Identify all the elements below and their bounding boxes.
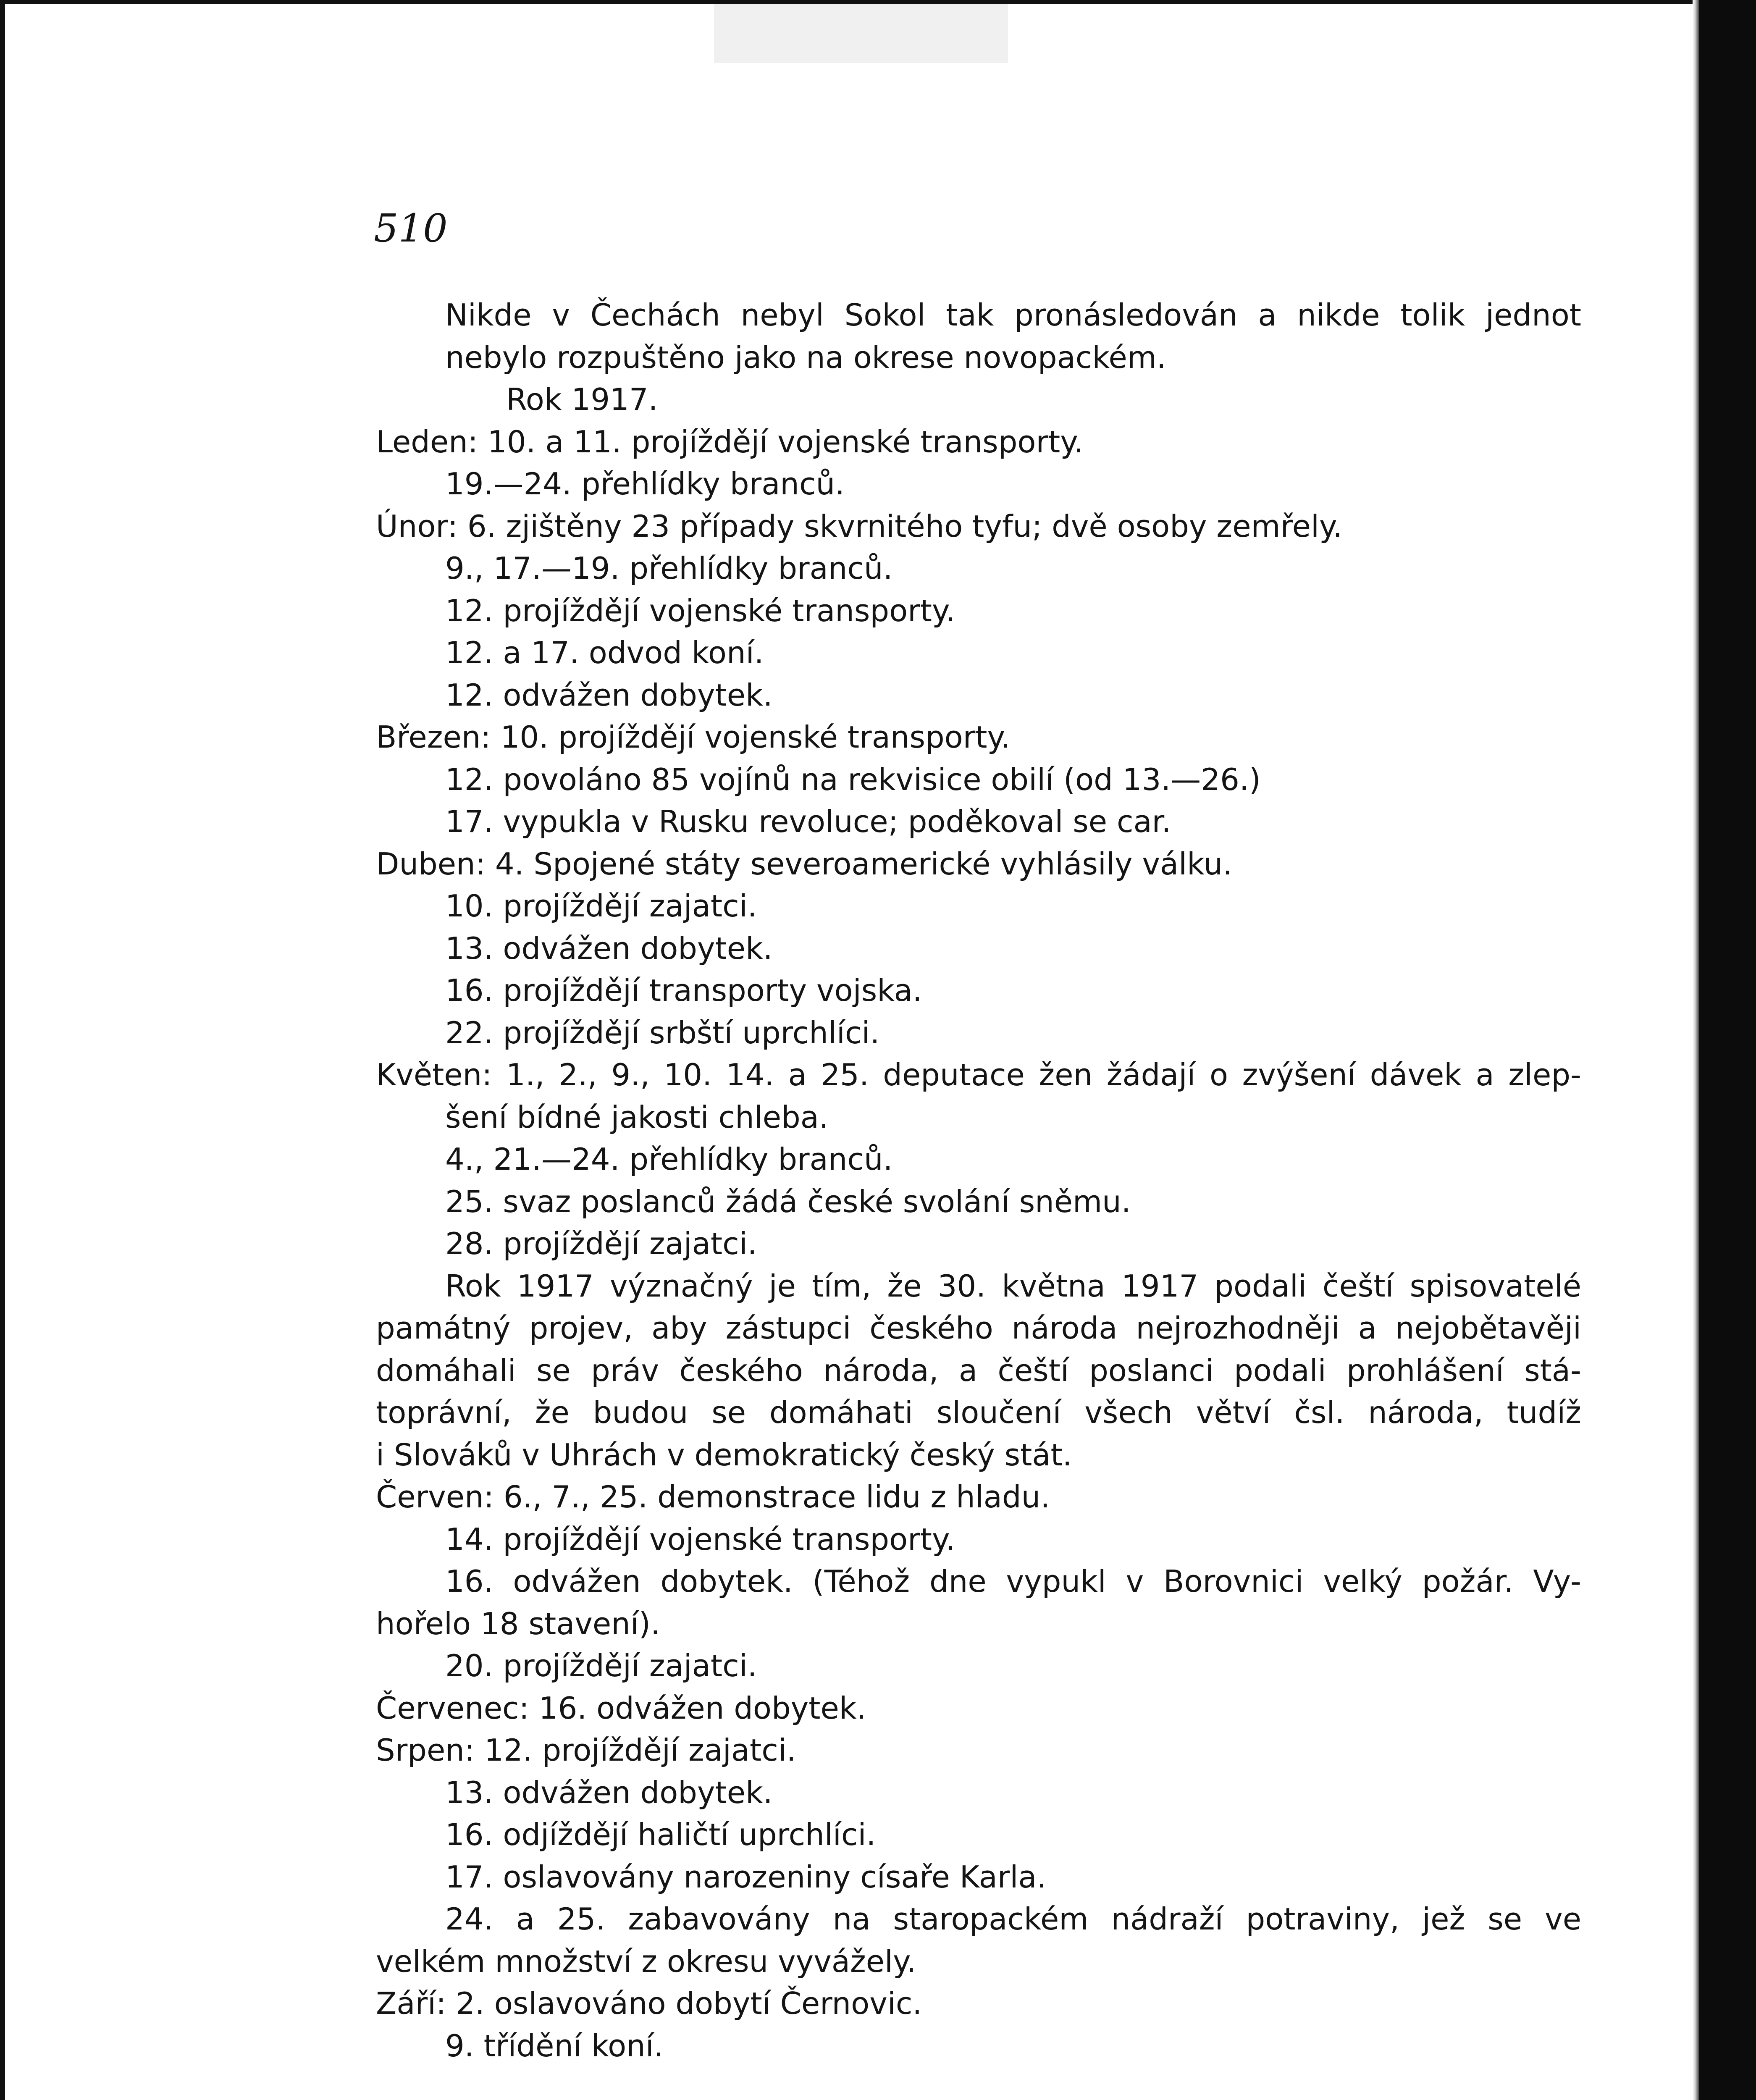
text-line: 10. projíždějí zajatci. bbox=[445, 888, 757, 924]
text-line: 22. projíždějí srbští uprchlíci. bbox=[445, 1015, 880, 1050]
text-line: památný projev, aby zástupci českého národa nejrozhodněji a nejobětavěji bbox=[376, 1310, 1581, 1346]
text-line: toprávní, že budou se domáhati sloučení všech větví čsl. národa, tudíž bbox=[376, 1395, 1581, 1430]
text-line: 25. svaz poslanců žádá české svolání sněmu. bbox=[445, 1184, 1131, 1219]
text-line: Duben: 4. Spojené státy severoamerické vyhlásily válku. bbox=[376, 846, 1233, 882]
text-line: Září: 2. oslavováno dobytí Černovic. bbox=[376, 1986, 922, 2021]
text-line: 12. a 17. odvod koní. bbox=[445, 635, 764, 670]
text-line: 13. odvážen dobytek. bbox=[445, 930, 773, 966]
scan-border-left bbox=[0, 0, 5, 2100]
text-line: Březen: 10. projíždějí vojenské transporty. bbox=[376, 719, 1011, 755]
text-line: 12. projíždějí vojenské transporty. bbox=[445, 593, 955, 628]
text-line: 19.—24. přehlídky branců. bbox=[445, 466, 845, 501]
text-line: domáhali se práv českého národa, a čeští poslanci podali prohlášení stá- bbox=[376, 1352, 1581, 1388]
text-line: 9., 17.—19. přehlídky branců. bbox=[445, 551, 893, 586]
text-line: 12. odvážen dobytek. bbox=[445, 677, 773, 713]
show-through-bleed bbox=[714, 0, 1008, 63]
text-line: 16. odvážen dobytek. (Téhož dne vypukl v Borovnici velký požár. Vy- bbox=[445, 1564, 1581, 1599]
text-line: 16. projíždějí transporty vojska. bbox=[445, 973, 922, 1008]
text-line: 14. projíždějí vojenské transporty. bbox=[445, 1521, 955, 1557]
text-line: 20. projíždějí zajatci. bbox=[445, 1648, 757, 1683]
text-line: 12. povoláno 85 vojínů na rekvisice obilí (od 13.—26.) bbox=[445, 761, 1261, 797]
text-line: 16. odjíždějí haličtí uprchlíci. bbox=[445, 1817, 876, 1852]
chronicle-text-body bbox=[376, 294, 1581, 2067]
text-line: hořelo 18 stavení). bbox=[376, 1606, 660, 1641]
text-line: velkém množství z okresu vyvážely. bbox=[376, 1943, 916, 1979]
text-line: Srpen: 12. projíždějí zajatci. bbox=[376, 1732, 796, 1768]
text-line: Nikde v Čechách nebyl Sokol tak pronásledován a nikde tolik jednot bbox=[445, 297, 1581, 333]
scan-border-right bbox=[1699, 0, 1756, 2100]
text-line: 28. projíždějí zajatci. bbox=[445, 1226, 757, 1261]
text-line: 13. odvážen dobytek. bbox=[445, 1774, 773, 1810]
text-line: Rok 1917. bbox=[506, 382, 658, 417]
text-line: 17. vypukla v Rusku revoluce; poděkoval se car. bbox=[445, 804, 1171, 839]
text-line: 24. a 25. zabavovány na staropackém nádraží potraviny, jež se ve bbox=[445, 1901, 1581, 1937]
text-line: i Slováků v Uhrách v demokratický český stát. bbox=[376, 1437, 1072, 1473]
text-line: šení bídné jakosti chleba. bbox=[445, 1099, 829, 1135]
text-line: Rok 1917 význačný je tím, že 30. května 1917 podali čeští spisovatelé bbox=[445, 1268, 1581, 1304]
text-line: 17. oslavovány narozeniny císaře Karla. bbox=[445, 1859, 1047, 1895]
page-number: 510 bbox=[374, 206, 448, 251]
text-line: 9. třídění koní. bbox=[445, 2028, 664, 2063]
text-line: Červen: 6., 7., 25. demonstrace lidu z hladu. bbox=[376, 1479, 1050, 1515]
scan-page-edge-shadow bbox=[1693, 0, 1699, 2100]
text-line: Červenec: 16. odvážen dobytek. bbox=[376, 1690, 866, 1726]
text-line: Únor: 6. zjištěny 23 případy skvrnitého tyfu; dvě osoby zemřely. bbox=[376, 508, 1343, 544]
text-line: nebylo rozpuštěno jako na okrese novopackém. bbox=[445, 339, 1166, 375]
text-line: Květen: 1., 2., 9., 10. 14. a 25. deputace žen žádají o zvýšení dávek a zlep- bbox=[376, 1057, 1581, 1092]
text-line: Leden: 10. a 11. projíždějí vojenské transporty. bbox=[376, 424, 1084, 459]
text-line: 4., 21.—24. přehlídky branců. bbox=[445, 1142, 893, 1177]
